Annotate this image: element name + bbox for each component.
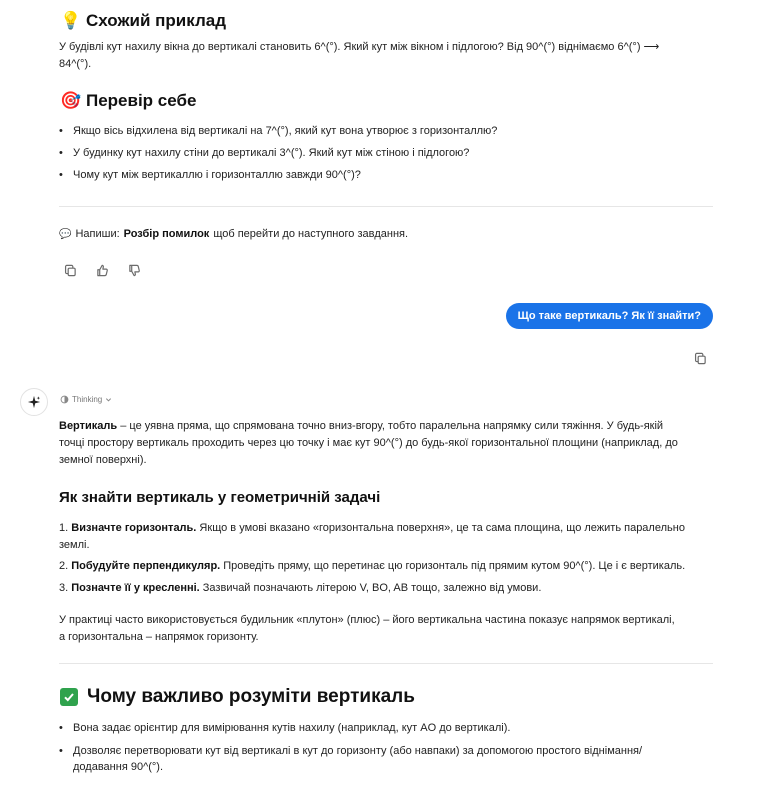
step-item: 3. Позначте її у кресленні. Зазвичай позначають літерою V, BO, AB тощо, залежно від умови. (59, 582, 542, 594)
divider (59, 663, 713, 664)
similar-text-line1: У будівлі кут нахилу вікна до вертикалі становить 6^(°). Який кут між вікном і підлогою? Від 90^(°) віднімаємо 6^(°) ⟶ (59, 41, 660, 53)
user-message-bubble: Що таке вертикаль? Як її знайти? (506, 303, 713, 329)
step-item: 1. Визначте горизонталь. Якщо в умові вказано «горизонтальна поверхня», це та сама площина, що лежить паралельно землі. (59, 520, 719, 554)
chevron-down-icon (105, 396, 112, 403)
step-text: Проведіть пряму, що перетинає цю горизонталь під прямим кутом 90^(°). Це і є вертикаль. (220, 560, 686, 572)
list-item: • Якщо вісь відхилена від вертикалі на 7^(°), який кут вона утворює з горизонталлю? (59, 125, 498, 137)
target-icon: 🎯 (60, 91, 82, 110)
thinking-label: Thinking (72, 395, 103, 404)
similar-heading (60, 11, 226, 31)
step-text: Зазвичай позначають літерою V, BO, AB тощо, залежно від умови. (199, 582, 542, 594)
sparkle-icon (27, 395, 41, 409)
why-heading (60, 686, 415, 708)
thinking-toggle[interactable] (60, 395, 112, 404)
thinking-icon (60, 395, 69, 404)
copy-icon[interactable] (60, 260, 80, 280)
hint-prefix: Напиши: (75, 228, 120, 240)
intro-text: – це уявна пряма, що спрямована точно вниз-вгору, тобто паралельна напрямку сили тяжіння. У будь-якій (117, 420, 664, 432)
divider (59, 206, 713, 207)
check-mark-icon (60, 688, 78, 706)
thumbs-up-icon[interactable] (92, 260, 112, 280)
check-item-text: Чому кут між вертикаллю і горизонталлю завжди 90^(°)? (73, 169, 361, 181)
step-text: землі. (59, 539, 90, 551)
list-item: • Дозволяє перетворювати кут від вертикалі в кут до горизонту (або навпаки) за допомогою простого віднімання/ додавання 90^(°). (59, 745, 643, 773)
check-heading (60, 91, 196, 111)
hint-suffix: щоб перейти до наступного завдання. (213, 228, 409, 240)
list-item: • Вона задає орієнтир для вимірювання кутів нахилу (наприклад, кут AO до вертикалі). (59, 722, 511, 734)
step-title: Визначте горизонталь. (71, 522, 197, 534)
step-title: Побудуйте перпендикуляр. (71, 560, 221, 572)
message-actions (60, 260, 144, 280)
similar-text-line2: 84^(°). (59, 58, 92, 70)
step-item: 2. Побудуйте перпендикуляр. Проведіть пряму, що перетинає цю горизонталь під прямим кутом 90^(°). Це і є вертикаль. (59, 560, 686, 572)
check-title: Перевір себе (86, 91, 197, 110)
similar-title: Схожий приклад (86, 11, 227, 30)
speech-bubble-icon: 💬 (59, 229, 72, 240)
intro-text: земної поверхні). (59, 454, 147, 466)
check-item-text: У будинку кут нахилу стіни до вертикалі 3^(°). Який кут між стіною і підлогою? (73, 147, 470, 159)
practice-paragraph: У практиці часто використовується будильник «плутон» (плюс) – його вертикальна частина показує напрямок вертикалі, а горизонтальна – напрямок горизонту. (59, 614, 675, 643)
hint-line (59, 226, 408, 243)
assistant-avatar (20, 388, 48, 416)
copy-icon[interactable] (690, 348, 710, 368)
intro-term: Вертикаль (59, 420, 118, 432)
assistant-intro (59, 418, 719, 469)
intro-text: точці простору вертикаль проходить через цю точку і має кут 90^(°) до будь-якої горизонтальної площини (наприклад, до (59, 437, 678, 449)
why-title: Чому важливо розуміти вертикаль (87, 686, 415, 707)
hint-command: Розбір помилок (123, 228, 210, 240)
step-title: Позначте її у кресленні. (71, 582, 200, 594)
thumbs-down-icon[interactable] (124, 260, 144, 280)
list-item: • Чому кут між вертикаллю і горизонталлю завжди 90^(°)? (59, 169, 361, 181)
check-item-text: Якщо вісь відхилена від вертикалі на 7^(°), який кут вона утворює з горизонталлю? (73, 125, 498, 137)
list-item: • У будинку кут нахилу стіни до вертикалі 3^(°). Який кут між стіною і підлогою? (59, 147, 470, 159)
step-text: Якщо в умові вказано «горизонтальна поверхня», це та сама площина, що лежить паралельно (196, 522, 685, 534)
how-heading: Як знайти вертикаль у геометричній задачі (59, 489, 381, 506)
lightbulb-icon: 💡 (60, 11, 82, 30)
similar-text (59, 39, 719, 73)
